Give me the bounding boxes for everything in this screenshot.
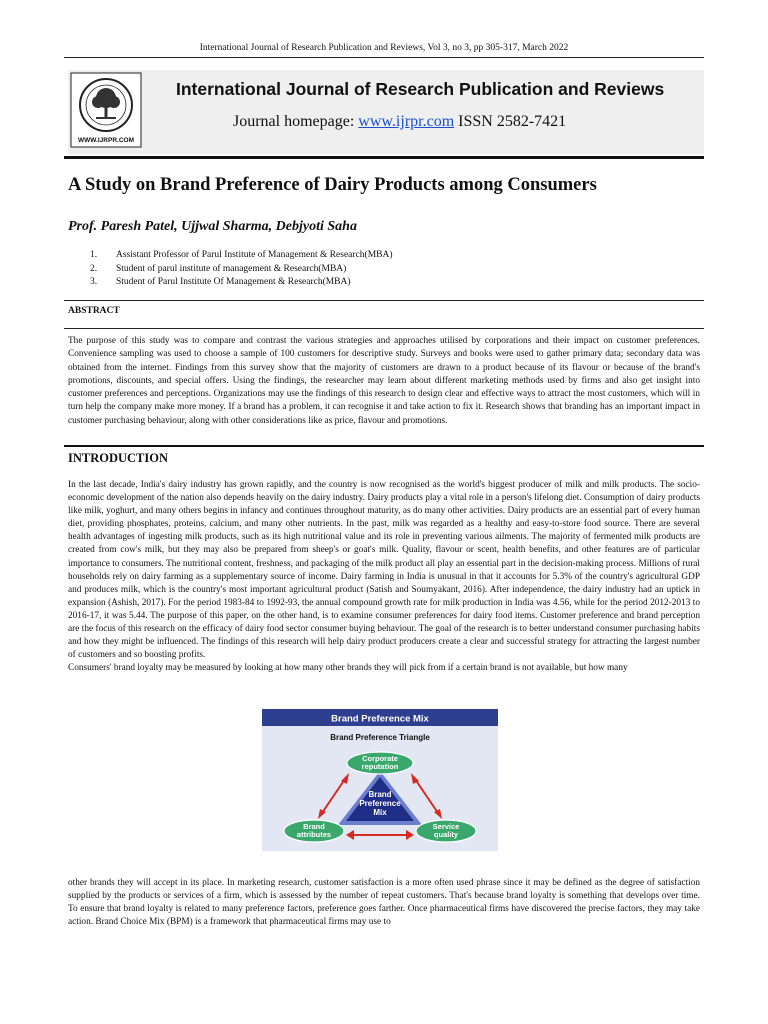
abstract-bottom-rule	[64, 445, 704, 447]
running-header: International Journal of Research Publication and Reviews, Vol 3, no 3, pp 305-317, March 2022	[199, 43, 569, 53]
paragraph: In the last decade, India's dairy industry has grown rapidly, and the country is now recognised as the world's biggest producer of milk and milk products. The socio-economic development of the nation also depends heavily on the dairy industry. Dairy products play a vital role in a person's lifelong diet. Consumption of dairy products like milk, yoghurt, and many others begins in infancy and continues throughout maturity, as do many other activities. Dairy products are an essential part of every human diet, providing phosphates, proteins, calcium, and many other nutrients. In the past, milk was regarded as a healthy and easy-to-store food source. There are several health advantages of ingesting milk products, such as its high nutritional value and its role in preventing various ailments. The majority of fermented milk products are created from cow's milk, but they may also be prepared from sheep's or goat's milk. Quality, flavour or scent, health benefits, and other features are of particular importance to consumers. The nutritional content, freshness, and packaging of the milk product all play an essential part in the decision-making process. Millions of rural households rely on dairy farming as a supplementary source of income. Dairy farming in India is unusual in that it accounts for 5.3% of the country's agricultural GDP and produces milk, which is the country's most important agricultural product (Satish and Soumyakant, 2016). After independence, the dairy industry had an uptick in expansion (Ashish, 2017). For the period 1983-84 to 1992-93, the annual compound growth rate for milk production in India was 4.56, while for the period 2012-2013 to 2016-17, it was 5.44. The purpose of this paper, on the other hand, is to examine consumer preferences for dairy food items. Customer preference and brand perception are the focus of this research on the efficacy of dairy food sector consumer buying behaviour. The goal of the research is to better understand consumer purchasing habits and how they might be influenced. The findings of this research will help dairy product producers create a clear and successful strategy for attracting the largest number of customers and so boosting profits.	[68, 480, 700, 661]
journal-title: International Journal of Research Publication and Reviews	[176, 79, 665, 99]
paragraph: Consumers' brand loyalty may be measured by looking at how many other brands they will pick from if a certain brand is not available, but how many	[68, 663, 628, 674]
figure-header: Brand Preference Mix	[331, 713, 429, 725]
homepage-link[interactable]: www.ijrpr.com	[358, 113, 455, 130]
abstract-top-rule	[64, 300, 704, 301]
author-list: Prof. Paresh Patel, Ujjwal Sharma, Debjyoti Saha	[68, 219, 357, 234]
triangle-label-line: Preference	[359, 799, 401, 808]
node-label-line: Corporate	[362, 754, 398, 763]
triangle-label-line: Mix	[373, 808, 387, 817]
brand-preference-figure	[262, 709, 498, 851]
paragraph: other brands they will accept in its place. In marketing research, customer satisfaction is a more often used phrase since it may be defined as the degree of satisfaction supplied by the products or services of a firm, which is assessed by the number of repeat customers. That's because brand loyalty is something that develops over time. To ensure that brand loyalty is related to many preference factors, preference goes farther. Once pharmaceutical firms have discovered the precise factors, they may take action. Brand Choice Mix (BPM) is a framework that pharmaceutical firms may use to	[68, 878, 700, 928]
journal-logo	[70, 72, 142, 148]
homepage-label: Journal homepage:	[233, 113, 355, 130]
abstract-body: The purpose of this study was to compare and contrast the various strategies and approaches utilised by corporations and their impact on customer preferences. Convenience sampling was used to choose a sample of 100 customers for descriptive study. Surveys and books were used to gather primary data; secondary data was obtained from the internet. Findings from this survey show that the majority of customers are drawn to a product because of its flavour or because of the brand's promotions, discounts, and special offers. Using the findings, the researcher may learn about different marketing methods used by firms and also get insight into customer preferences and perceptions. Organizations may use the findings of this research to design clear and effective ways to attract the most customers, which will in turn help the company make more money. If a brand has a problem, it can recognise it and take action to fix it. Research shows that branding has an important impact in customer purchasing behaviour, along with other considerations like as price, flavour and promotions.	[68, 336, 700, 426]
paper-title: A Study on Brand Preference of Dairy Products among Consumers	[68, 175, 597, 195]
figure-subtitle: Brand Preference Triangle	[330, 733, 430, 742]
node-label-line: attributes	[296, 830, 332, 839]
journal-homepage-line	[233, 113, 566, 131]
node-label-line: reputation	[361, 762, 399, 771]
node-label-line: Brand	[303, 822, 325, 831]
affiliation-item: 1. Assistant Professor of Parul Institute of Management & Research(MBA)	[90, 250, 393, 260]
masthead-rule	[64, 156, 704, 159]
affiliation-item: 2. Student of parul institute of management & Research(MBA)	[90, 263, 347, 274]
node-label-line: Service	[432, 822, 460, 831]
node-label-line: quality	[433, 830, 459, 839]
issn: ISSN 2582-7421	[458, 113, 567, 130]
section-heading-introduction: INTRODUCTION	[68, 451, 169, 465]
header-rule	[64, 57, 704, 58]
triangle-label-line: Brand	[368, 790, 392, 799]
introduction-body	[68, 479, 700, 675]
logo-text: WWW.IJRPR.COM	[78, 137, 134, 144]
affiliation-item: 3. Student of Parul Institute Of Management & Research(MBA)	[90, 277, 351, 287]
abstract-label-rule	[64, 328, 704, 329]
affiliation-list	[90, 249, 393, 290]
abstract-heading: ABSTRACT	[68, 306, 120, 316]
introduction-continued	[68, 877, 700, 929]
